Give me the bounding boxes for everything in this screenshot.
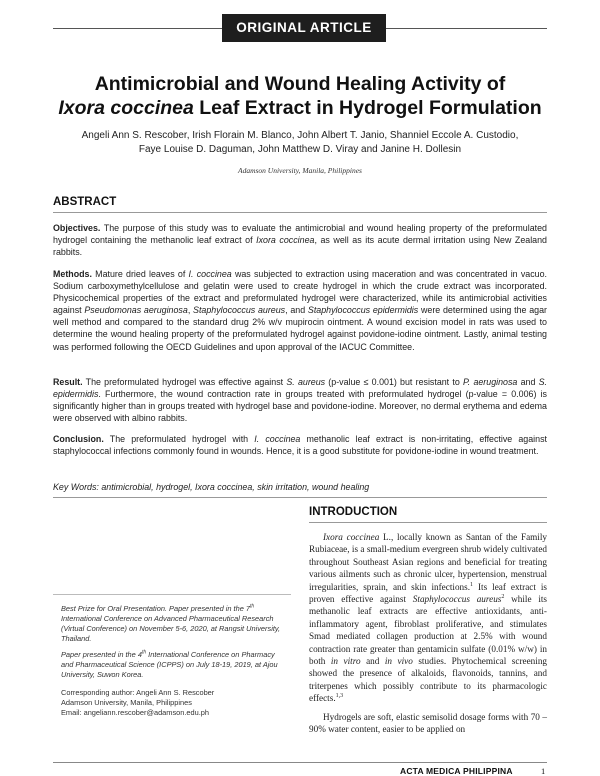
- abstract-objectives: [53, 222, 547, 258]
- methods-text-3: ,: [187, 305, 194, 316]
- note-2-text: Paper presented in the 4: [61, 650, 142, 659]
- author-list: [40, 129, 560, 157]
- intro-bacteria: Staphylococcus aureus: [412, 594, 502, 605]
- note-2-sup: th: [141, 649, 147, 656]
- citation-3[interactable]: 1,3: [335, 693, 344, 700]
- result-text-3: and: [517, 377, 539, 387]
- title-line-1: Antimicrobial and Wound Healing Activity of: [94, 73, 506, 95]
- methods-species-2: Pseudomonas aeruginosa: [84, 305, 188, 316]
- methods-text-5: were determined using the agar well method and compared to the standard drug 2% w/v mupirocin ointment. A wound excision model in rats was used to determine the wound healing property of the preformulated hydrogel against povidone-iodine ointment. Lastly, animal testing was performed following the OECD Guidelines and upon approval of the IACUC Committee.: [53, 305, 547, 352]
- objectives-text-end: , as well as its acute dermal irritation using New Zealand rabbits.: [53, 235, 547, 258]
- intro-species: Ixora coccinea: [323, 532, 380, 542]
- page-number: 1: [541, 766, 546, 776]
- intro-para-2: Hydrogels are soft, elastic semisolid dosage forms with 70 – 90% water content, easier to be applied on: [309, 711, 547, 735]
- objectives-text: The purpose of this study was to evaluate the antimicrobial and wound healing property of the preformulated hydrogel containing the methanolic leaf extract of: [53, 223, 547, 246]
- methods-species-1: I. coccinea: [188, 269, 232, 279]
- corresponding-author: [61, 688, 283, 718]
- intro-text-2: Its leaf extract is proven effective against: [309, 581, 548, 605]
- authors-line-2: Faye Louise D. Daguman, John Matthew D. Viray and Janine H. Dollesin: [138, 144, 462, 155]
- note-para-2: [61, 650, 283, 680]
- abstract-result: [53, 376, 547, 424]
- note-2-text-end: International Conference on Pharmacy and Pharmaceutical Science (ICPPS) on July 18-19, 2019, at Ajou University, Suwon Korea.: [61, 650, 278, 679]
- intro-text-4: and: [360, 656, 385, 667]
- introduction-heading: INTRODUCTION: [309, 506, 398, 518]
- abstract-methods: [53, 268, 547, 353]
- note-1-sup: th: [249, 603, 255, 610]
- introduction-body: [309, 531, 547, 736]
- conclusion-label: Conclusion.: [53, 434, 104, 444]
- intro-in-vitro: in vitro: [330, 656, 361, 667]
- conclusion-species: I. coccinea: [254, 434, 301, 444]
- title-rest: Leaf Extract in Hydrogel Formulation: [193, 97, 542, 119]
- affiliation: Adamson University, Manila, Philippines: [238, 166, 362, 175]
- abstract-conclusion: [53, 433, 547, 457]
- objectives-label: Objectives.: [53, 223, 101, 233]
- objectives-species: Ixora coccinea: [256, 235, 315, 246]
- conclusion-text-2: methanolic leaf extract is non-irritating, effective against staphylococcal infections commonly found in wounds. Hence, it is a good substitute for povidone-iodine in wound treatment.: [53, 434, 547, 457]
- citation-1[interactable]: 1: [470, 581, 474, 588]
- note-para-1: [61, 604, 283, 644]
- article-type-banner: ORIGINAL ARTICLE: [222, 14, 386, 42]
- result-text-1: The preformulated hydrogel was effective against: [82, 377, 287, 387]
- methods-text-1: Mature dried leaves of: [91, 269, 189, 279]
- abstract-rule: [53, 212, 547, 213]
- note-1-text-end: International Conference on Advanced Pharmaceutical Research (Virtual Conference) on November 5-6, 2020, at Rangsit University, Thailand.: [61, 614, 281, 643]
- result-label: Result.: [53, 377, 83, 387]
- keywords-rule: [53, 497, 547, 498]
- result-species-1: S. aureus: [286, 377, 326, 387]
- conclusion-text-1: The preformulated hydrogel with: [103, 434, 255, 444]
- corresponding-email[interactable]: Email: angeliann.rescober@adamson.edu.ph: [61, 708, 210, 717]
- introduction-rule: [309, 522, 547, 523]
- intro-text-5: studies. Phytochemical screening showed the presence of alkaloids, flavonoids, tannins, and triterpenes which possibly contribute to its pharmacologic effects.: [309, 656, 548, 704]
- intro-para-1: [309, 531, 547, 705]
- intro-text-1: L., locally known as Santan of the Family Rubiaceae, is a small-medium evergreen shrub widely cultivated throughout Southeast Asian regions and beneficial for treating various ailments such as chronic ulcer, hypertension, menstrual irregularities, sprain, and skin infections.: [309, 532, 547, 592]
- citation-2[interactable]: 2: [501, 593, 505, 600]
- note-rule: [53, 594, 291, 595]
- corresponding-name: Corresponding author: Angeli Ann S. Rescober: [61, 688, 215, 697]
- intro-text-3: while its methanolic leaf extracts are effective antioxidants, anti-inflammatory agent, fibroblast proliferative, and stimulates Smad mediated collagen production at 2.5% with wound contraction rate greater than gentamicin sulfate (0.01% w/w) in both: [309, 594, 548, 667]
- article-title: [40, 72, 560, 120]
- result-text-2: (p-value ≤ 0.001) but resistant to: [325, 377, 463, 387]
- abstract-heading: ABSTRACT: [53, 196, 117, 208]
- presentation-note: [53, 597, 291, 737]
- title-species: Ixora coccinea: [58, 97, 194, 119]
- methods-text-4: , and: [285, 305, 308, 316]
- intro-in-vivo: in vivo: [384, 656, 413, 667]
- methods-species-3: Staphylococcus aureus: [193, 305, 286, 316]
- result-text-4: . Furthermore, the wound contraction rate in groups treated with preformulated hydrogel (p-value = 0.006) is significantly higher than in groups treated with hydrogel base and povidone-iodine. Moreover, no dermal erythema and edema were observed with albino rabbits.: [53, 389, 547, 424]
- footer-rule: [53, 762, 547, 763]
- note-1-text: Best Prize for Oral Presentation. Paper presented in the 7: [61, 604, 250, 613]
- result-species-3: S. epidermidis: [53, 377, 547, 400]
- methods-text-2: was subjected to extraction using maceration and was concentrated in vacuo. Sodium carboxymethylcellulose and gelatin were used to create hydrogel in which the crude extract was incorporated. Physicochemical properties of the extract and preformulated hydrogel were characterized, while its antimicrobial activities against: [53, 269, 548, 316]
- keywords: Key Words: antimicrobial, hydrogel, Ixora coccinea, skin irritation, wound healing: [53, 482, 370, 492]
- result-species-2: P. aeruginosa: [462, 377, 518, 387]
- methods-species-4: Staphylococcus epidermidis: [307, 305, 419, 316]
- methods-label: Methods.: [53, 269, 92, 279]
- authors-line-1: Angeli Ann S. Rescober, Irish Florain M. Blanco, John Albert T. Janio, Shanniel Eccole A. Custodio,: [81, 130, 519, 141]
- corresponding-address: Adamson University, Manila, Philippines: [61, 698, 192, 707]
- journal-name: ACTA MEDICA PHILIPPINA: [400, 766, 513, 776]
- title-line-2: [40, 96, 560, 120]
